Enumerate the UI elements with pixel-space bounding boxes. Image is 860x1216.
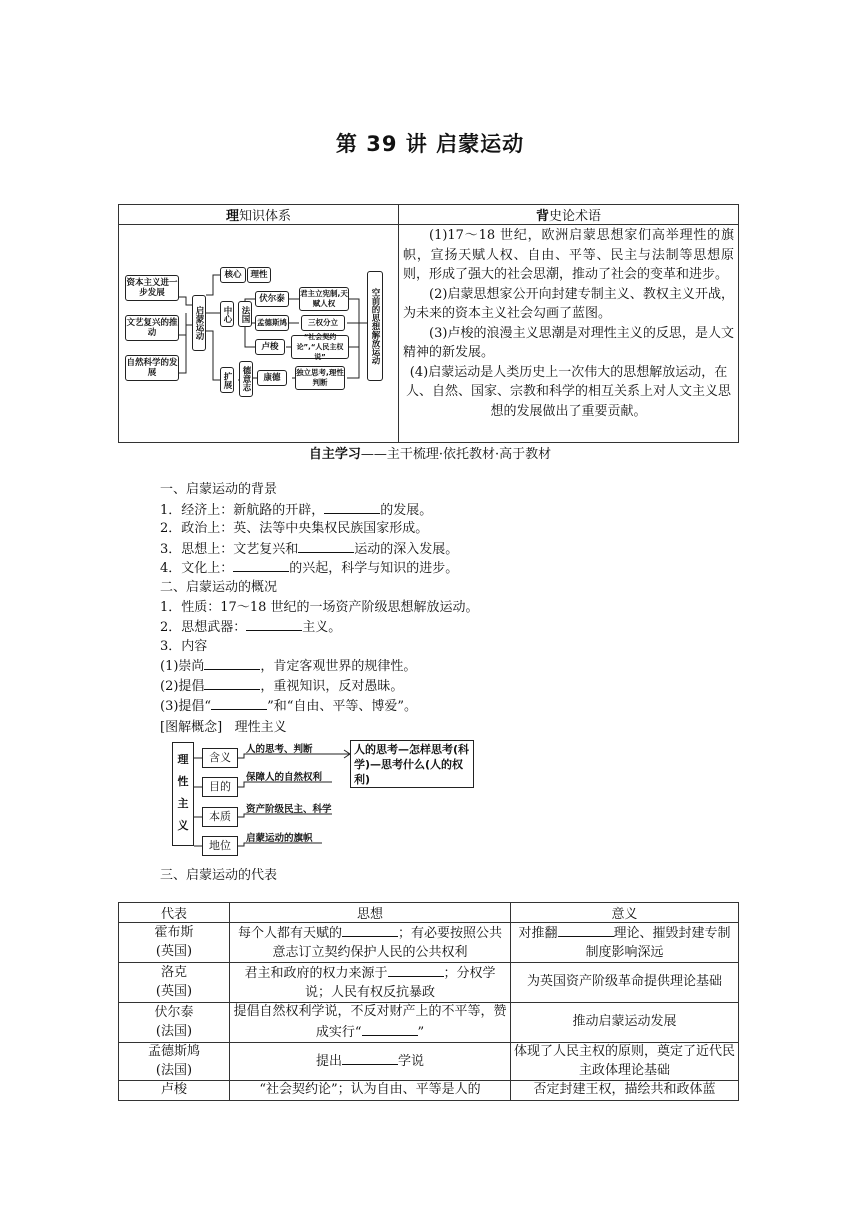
fill-blank[interactable] [324,500,380,514]
diagram-box-voltaire: 伏尔泰 [255,291,289,307]
concept-text-status: 启蒙运动的旗帜 [246,833,313,844]
diagram-box-enlightenment: 启蒙运动 [192,295,206,351]
table-row: 孟德斯鸠 (法国) 提出 学说 体现了人民主权的原则，奠定了近代民主政体理论基础 [119,1043,739,1081]
concept-box-status: 地位 [202,836,238,856]
term-1: (1)17～18 世纪，欧洲启蒙思想家们高举理性的旗帜，宣扬天赋人权、自由、平等、民主与法制等思想原则，形成了强大的社会思潮，推动了社会的变革和进步。 [403,228,734,282]
col-header-idea: 思想 [230,903,511,923]
history-terms [399,225,739,443]
concept-label: [图解概念] [160,720,223,735]
knowledge-diagram [119,225,399,443]
line-5: 4．文化上： 的兴起，科学与知识的进步。 [160,558,479,578]
representatives-table [118,902,739,1101]
diagram-box-science: 自然科学的发展 [125,355,179,381]
term-3: (3)卢梭的浪漫主义思潮是对理性主义的反思，是人文精神的新发展。 [403,325,734,360]
concept-note: 人的思考—怎样思考(科学)—思考什么(人的权利) [350,740,474,788]
diagram-box-idea-kant: 独立思考,理性判断 [295,366,345,390]
outline-lines [160,480,479,715]
line-7: 1．性质：17～18 世纪的一场资产阶级思想解放运动。 [160,599,479,615]
line-8: 2．思想武器： 主义。 [160,617,479,637]
concept-text-purpose: 保障人的自然权利 [246,772,323,783]
diagram-box-renaissance: 文艺复兴的推动 [125,315,179,341]
line-10: (1)崇尚 ，肯定客观世界的规律性。 [160,656,479,676]
table-row: 霍布斯 (英国) 每个人都有天赋的 ；有必要按照公共意志订立契约保护人民的公共权利 对推翻 理论、摧毁封建专制制度影响深远 [119,923,739,963]
line-11: (2)提倡 ，重视知识，反对愚昧。 [160,676,479,696]
diagram-box-germany: 德意志 [239,361,253,397]
concept-box-essence: 本质 [202,807,238,827]
fill-blank[interactable] [362,1022,418,1036]
line-3: 2．政治上：英、法等中央集权民族国家形成。 [160,521,429,537]
line-1: 一、启蒙运动的背景 [160,482,278,497]
fill-blank[interactable] [342,1051,398,1065]
diagram-box-montesquieu: 孟德斯鸠 [255,315,289,331]
diagram-box-reason: 理性 [247,267,271,283]
table-row: 伏尔泰 (法国) 提倡自然权利学说，不反对财产上的不平等，赞成实行“ ” 推动启蒙运动发展 [119,1003,739,1043]
page-title: 第 39 讲 启蒙运动 [335,132,525,156]
diagram-box-expand: 扩展 [220,367,234,393]
concept-text-essence: 资产阶级民主、科学 [246,804,332,815]
line-6: 二、启蒙运动的概况 [160,579,278,595]
knowledge-system-header: 理知识体系 [119,205,399,225]
diagram-box-capitalism: 资本主义进一步发展 [125,275,179,301]
diagram-box-idea-voltaire: 君主立宪制,天赋人权 [299,287,349,311]
line-9: 3．内容 [160,638,208,654]
fill-blank[interactable] [558,923,614,937]
diagram-box-kant: 康德 [257,370,287,386]
self-study-header: 自主学习——主干梳理·依托教材·高于教材 [308,447,552,462]
col-header-representative: 代表 [119,903,230,923]
line-4: 3．思想上：文艺复兴和 运动的深入发展。 [160,539,479,559]
diagram-box-liberation: 空前的思想解放运动 [367,271,383,381]
fill-blank[interactable] [246,617,302,631]
line-12: (3)提倡“ ”和“自由、平等、博爱”。 [160,696,479,716]
fill-blank[interactable] [204,676,260,690]
line-2: 1．经济上：新航路的开辟， 的发展。 [160,500,479,520]
fill-blank[interactable] [298,539,354,553]
rationalism-diagram [172,738,482,860]
section-three-heading: 三、启蒙运动的代表 [160,868,278,883]
diagram-box-core: 核心 [220,267,246,283]
diagram-box-idea-rousseau: “社会契约论”,“人民主权说” [291,335,349,359]
fill-blank[interactable] [388,963,444,977]
table-row: 卢梭 “社会契约论”；认为自由、平等是人的 否定封建王权，描绘共和政体蓝 [119,1081,739,1101]
diagram-box-idea-montesquieu: 三权分立 [301,315,345,331]
fill-blank[interactable] [342,923,398,937]
diagram-box-rousseau: 卢梭 [255,339,285,355]
concept-label-line [160,716,287,735]
diagram-box-france: 法国 [238,301,252,327]
col-header-significance: 意义 [511,903,739,923]
fill-blank[interactable] [204,656,260,670]
concept-text-meaning: 人的思考、判断 [246,744,313,755]
term-4: (4)启蒙运动是人类历史上一次伟大的思想解放运动，在人、自然、国家、宗教和科学的相互关系上对人文主义思想的发展做出了重要贡献。 [405,364,731,419]
table-row: 洛克 (英国) 君主和政府的权力来源于 ；分权学说；人民有权反抗暴政 为英国资产阶级革命提供理论基础 [119,963,739,1003]
concept-box-purpose: 目的 [202,777,238,797]
diagram-box-center: 中心 [220,301,234,327]
fill-blank[interactable] [233,558,289,572]
summary-table [118,204,739,443]
term-2: (2)启蒙思想家公开向封建专制主义、教权主义开战，为未来的资本主义社会勾画了蓝图。 [403,286,734,321]
concept-box-meaning: 含义 [202,748,238,768]
rationalism-vertical-label: 理 性 主 义 [172,742,194,846]
concept-name: 理性主义 [234,720,287,735]
history-terms-header: 背史论术语 [399,205,739,225]
fill-blank[interactable] [211,696,267,710]
